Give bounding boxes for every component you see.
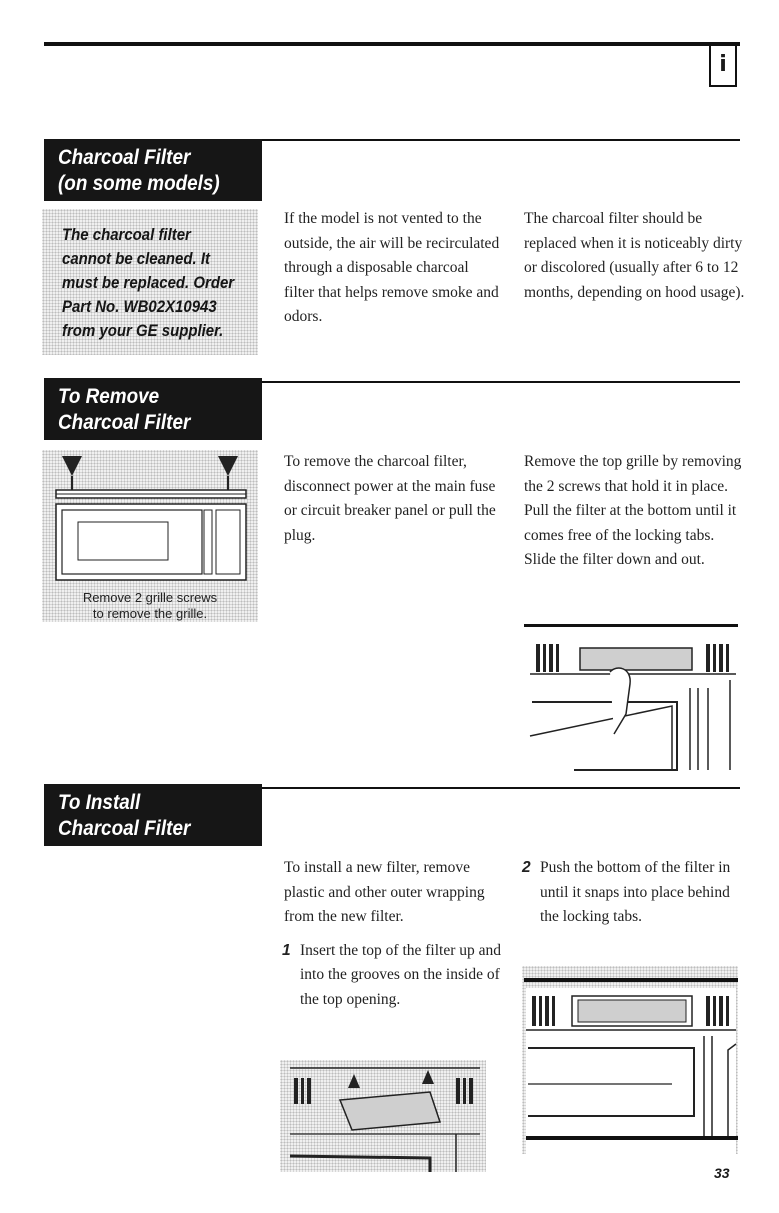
step-number: 2: [522, 859, 531, 876]
insert-filter-illustration: [280, 1060, 486, 1172]
charcoal-text-col2: [524, 207, 746, 305]
heading-line: To Remove: [58, 385, 160, 408]
step-text: Insert the top of the filter up and into the grooves on the inside of the top opening.: [300, 941, 502, 1008]
screw-arrow-icon: [218, 456, 238, 476]
section-heading-install: [44, 784, 262, 846]
section-rule: [262, 139, 740, 141]
paragraph: To install a new filter, remove plastic and other outer wrapping from the new filter.: [284, 859, 485, 925]
install-text-col1: [284, 856, 502, 1012]
insert-filter-drawing: [280, 1060, 486, 1172]
note-line: The charcoal filter: [62, 225, 191, 244]
section-rule: [262, 787, 740, 789]
screw-arrow-icon: [62, 456, 82, 476]
illustration-caption: [42, 590, 258, 622]
top-rule: [44, 42, 740, 46]
section-rule: [262, 381, 740, 383]
note-line: must be replaced. Order: [62, 273, 235, 292]
note-line: Part No. WB02X10943: [62, 297, 217, 316]
paragraph: Remove the top grille by removing the 2 screws that hold it in place. Pull the filter at the bottom until it comes free of the locking tabs. Slide the filter down and out.: [524, 453, 742, 568]
section-heading-remove: [44, 378, 262, 440]
caption-line: to remove the grille.: [92, 606, 208, 621]
up-arrow-icon: [348, 1074, 360, 1088]
hand-icon: [610, 668, 630, 734]
snap-filter-drawing: [522, 966, 738, 1154]
info-box: [709, 44, 737, 87]
step-2: [524, 856, 740, 930]
info-icon: i: [719, 52, 727, 77]
charcoal-text-col1: [284, 207, 502, 330]
caption-line: Remove 2 grille screws: [82, 590, 218, 605]
heading-line: Charcoal Filter: [58, 817, 191, 840]
page-number: 33: [714, 1165, 730, 1181]
up-arrow-icon: [422, 1070, 434, 1084]
heading-line: To Install: [58, 791, 141, 814]
remove-text-col1: [284, 450, 502, 548]
install-text-col2: [524, 856, 740, 930]
section-heading-charcoal: [44, 139, 262, 201]
note-line: from your GE supplier.: [62, 321, 224, 340]
snap-filter-illustration: [522, 966, 738, 1154]
note-line: cannot be cleaned. It: [62, 249, 210, 268]
heading-line: Charcoal Filter: [58, 146, 191, 169]
step-1: [284, 939, 502, 1013]
paragraph: To remove the charcoal filter, disconnect power at the main fuse or circuit breaker panel or pull the plug.: [284, 453, 496, 544]
heading-line: Charcoal Filter: [58, 411, 191, 434]
replacement-note: [42, 209, 258, 355]
paragraph: If the model is not vented to the outside, the air will be recirculated through a disposable charcoal filter that helps remove smoke and odors.: [284, 210, 500, 325]
heading-line: (on some models): [58, 172, 220, 195]
step-number: 1: [282, 941, 291, 959]
step-text: Push the bottom of the filter in until it snaps into place behind the locking tabs.: [540, 859, 731, 925]
remove-grille-illustration: [42, 450, 258, 622]
paragraph: The charcoal filter should be replaced when it is noticeably dirty or discolored (usually after 6 to 12 months, depending on hood usage).: [524, 210, 745, 301]
filter-removal-drawing: [522, 624, 738, 774]
remove-text-col2: [524, 450, 742, 573]
